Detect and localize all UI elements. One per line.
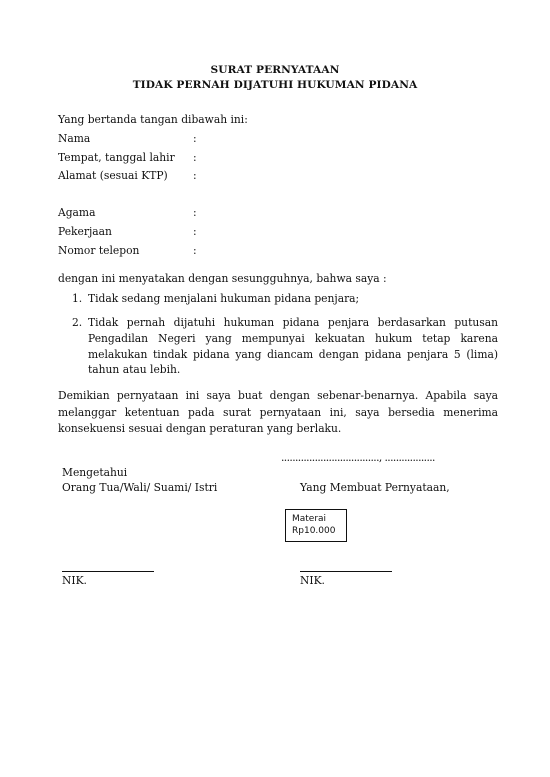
left-signature-line2: Orang Tua/Wali/ Suami/ Istri — [62, 481, 218, 494]
field-row-phone — [58, 244, 258, 258]
statement-item-1 — [72, 291, 498, 307]
left-signature-line — [62, 571, 154, 572]
field-label: Alamat (sesuai KTP) — [58, 169, 168, 182]
heading-line-2: TIDAK PERNAH DIJATUHI HUKUMAN PIDANA — [132, 79, 418, 91]
field-colon: : — [193, 206, 197, 219]
right-signature-line — [300, 571, 392, 572]
field-colon: : — [193, 151, 197, 164]
field-colon: : — [193, 132, 197, 145]
field-label: Nama — [58, 132, 91, 145]
heading-line-1: SURAT PERNYATAAN — [210, 64, 340, 76]
statement-number: 1. — [72, 292, 83, 305]
left-nik-label: NIK. — [62, 574, 87, 587]
place-date: ..................................., .................. — [281, 451, 435, 464]
closing-paragraph: Demikian pernyataan ini saya buat dengan sebenar-benarnya. Apabila saya melanggar ketentuan pada surat pernyataan ini, saya bersedia menerima konsekuensi sesuai dengan peraturan yang berlaku. — [58, 389, 498, 435]
duty-stamp-box — [285, 509, 347, 542]
statement-item-2 — [72, 315, 498, 378]
field-label: Tempat, tanggal lahir — [58, 151, 175, 164]
statement-intro: dengan ini menyatakan dengan sesungguhnya, bahwa saya : — [58, 272, 387, 285]
intro-text: Yang bertanda tangan dibawah ini: — [58, 113, 248, 126]
field-colon: : — [193, 244, 197, 257]
left-signature-line1: Mengetahui — [62, 466, 128, 479]
stamp-value: Rp10.000 — [292, 526, 336, 536]
field-label: Agama — [58, 206, 96, 219]
field-colon: : — [193, 225, 197, 238]
statement-number: 2. — [72, 316, 83, 329]
field-row-religion — [58, 206, 258, 220]
right-nik-label: NIK. — [300, 574, 325, 587]
stamp-label: Materai — [292, 514, 327, 524]
field-row-birth — [58, 151, 258, 165]
field-label: Pekerjaan — [58, 225, 112, 238]
field-label: Nomor telepon — [58, 244, 140, 257]
field-row-name — [58, 132, 258, 146]
field-row-address — [58, 169, 258, 183]
statement-text: Tidak sedang menjalani hukuman pidana penjara; — [88, 292, 360, 305]
field-colon: : — [193, 169, 197, 182]
right-signature-title: Yang Membuat Pernyataan, — [300, 481, 450, 494]
field-row-occupation — [58, 225, 258, 239]
statement-text: Tidak pernah dijatuhi hukuman pidana penjara berdasarkan putusan Pengadilan Negeri yang mempunyai kekuatan hukum tetap karena melakukan tindak pidana yang diancam dengan pidana penjara 5 (lima) tahun atau lebih. — [88, 316, 498, 377]
